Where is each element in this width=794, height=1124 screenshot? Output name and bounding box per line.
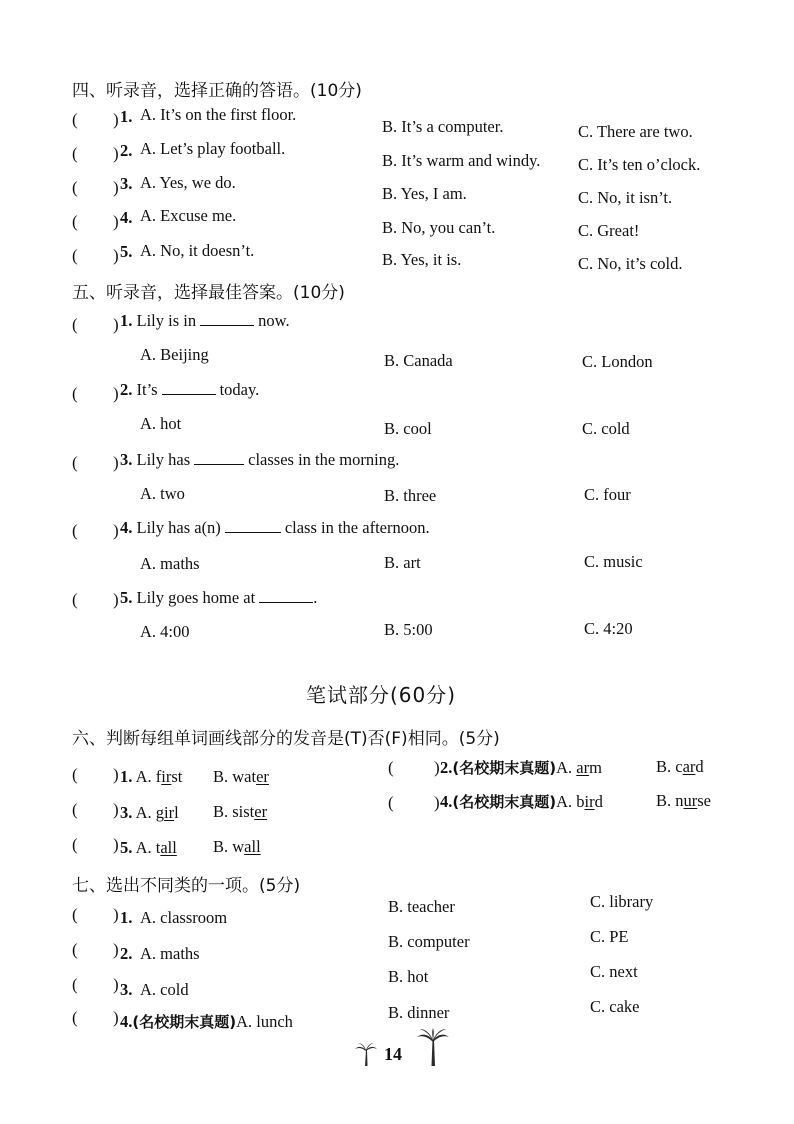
option-a: A. Excuse me. (140, 206, 237, 225)
answer-paren-close: ) (113, 453, 119, 472)
stem-after-blank: class in the afternoon. (284, 518, 430, 537)
word-b (213, 837, 261, 857)
stem-before-blank: It’s (136, 380, 158, 399)
option-b: B. teacher (388, 897, 455, 916)
answer-paren-open: ( (72, 800, 78, 819)
section-5-title: 五、听录音，选择最佳答案。(10分) (72, 283, 345, 303)
question-row (120, 1011, 293, 1032)
word-a (556, 758, 602, 777)
answer-blank (162, 382, 216, 395)
question-stem (120, 380, 259, 400)
answer-paren-open: ( (72, 975, 78, 994)
option-c: C. next (590, 962, 638, 981)
question-number: 1. (120, 107, 133, 126)
answer-paren-open: ( (72, 315, 78, 334)
question-number: 3. (120, 174, 133, 193)
question-number: 5. (120, 588, 133, 607)
stem-before-blank: Lily is in (136, 311, 197, 330)
answer-paren-close: ) (113, 521, 119, 540)
option-b: B. It’s a computer. (382, 117, 504, 136)
answer-paren-open: ( (72, 110, 78, 129)
stem-after-blank: . (313, 588, 318, 607)
stem-before-blank: Lily goes home at (136, 588, 256, 607)
stem-before-blank: Lily has a(n) (136, 518, 221, 537)
question-number: 3. (120, 450, 133, 469)
word-a (136, 838, 177, 857)
option-c: C. No, it isn’t. (578, 188, 673, 207)
option-c: C. Great! (578, 221, 640, 240)
answer-paren-close: ) (113, 178, 119, 197)
answer-paren-open: ( (72, 521, 78, 540)
question-number: 1. (120, 311, 133, 330)
option-a: A. Let’s play football. (140, 139, 286, 158)
question-stem (120, 450, 399, 470)
question-row (440, 757, 602, 778)
underlined-part: er (254, 802, 268, 821)
word-b (656, 757, 704, 777)
answer-blank (200, 313, 254, 326)
underlined-part: all (160, 838, 177, 857)
question-number: 1. (120, 908, 133, 927)
question-number: 2. (120, 380, 133, 399)
question-row (120, 767, 182, 787)
answer-paren-open: ( (72, 453, 78, 472)
option-a: A. classroom (140, 908, 228, 927)
answer-paren-close: ) (113, 144, 119, 163)
word-a-end: l (174, 803, 179, 822)
answer-blank (194, 452, 244, 465)
underlined-part: ar (682, 757, 696, 776)
answer-paren-close: ) (113, 940, 119, 959)
answer-paren-open: ( (72, 765, 78, 784)
question-row (120, 838, 177, 858)
question-stem (120, 588, 317, 608)
option-b: B. 5:00 (384, 620, 433, 639)
section-6-title: 六、判断每组单词画线部分的发音是(T)否(F)相同。(5分) (72, 729, 500, 749)
word-a-start: A. (556, 758, 577, 777)
question-number: 4. (120, 518, 133, 537)
answer-paren-open: ( (72, 590, 78, 609)
word-a-start: A. b (556, 792, 585, 811)
question-number: 3. (120, 803, 133, 822)
answer-paren-close: ) (113, 246, 119, 265)
option-a: A. lunch (236, 1012, 293, 1031)
option-c: C. music (584, 552, 643, 571)
option-a: A. It’s on the first floor. (140, 105, 297, 124)
answer-paren-open: ( (72, 144, 78, 163)
option-b: B. hot (388, 967, 429, 986)
question-row (440, 791, 603, 812)
answer-paren-close: ) (113, 110, 119, 129)
underlined-part: er (256, 767, 269, 786)
option-a: A. maths (140, 944, 200, 963)
option-a: A. maths (140, 554, 200, 573)
answer-paren-close: ) (434, 758, 440, 777)
question-number: 4. (440, 792, 453, 811)
option-a: A. cold (140, 980, 189, 999)
option-c: C. No, it’s cold. (578, 254, 683, 273)
answer-paren-open: ( (72, 905, 78, 924)
word-b (213, 802, 267, 822)
section-4-title: 四、听录音，选择正确的答语。(10分) (72, 81, 362, 101)
option-a: A. Beijing (140, 345, 209, 364)
palm-tree-icon (354, 1040, 378, 1066)
option-a: A. Yes, we do. (140, 173, 236, 192)
answer-paren-open: ( (72, 178, 78, 197)
answer-paren-close: ) (113, 590, 119, 609)
option-b: B. Yes, it is. (382, 250, 462, 269)
option-a: A. two (140, 484, 185, 503)
stem-after-blank: today. (219, 380, 260, 399)
answer-paren-open: ( (72, 835, 78, 854)
word-a (556, 792, 603, 811)
option-b: B. No, you can’t. (382, 218, 496, 237)
question-number: 2. (440, 758, 453, 777)
answer-paren-close: ) (113, 975, 119, 994)
option-c: C. cake (590, 997, 640, 1016)
stem-before-blank: Lily has (136, 450, 191, 469)
underlined-part: ar (576, 758, 590, 777)
option-c: C. 4:20 (584, 619, 633, 638)
exam-tag: (名校期末真题) (452, 793, 557, 811)
option-a: A. hot (140, 414, 182, 433)
option-b: B. Canada (384, 351, 453, 370)
word-a (136, 803, 179, 822)
word-b-start: B. n (656, 791, 684, 810)
option-a: A. 4:00 (140, 622, 190, 641)
word-b-end: d (695, 757, 704, 776)
answer-blank (259, 590, 313, 603)
question-stem (120, 518, 430, 538)
option-b: B. three (384, 486, 437, 505)
word-a-end: st (171, 767, 183, 786)
question-number: 1. (120, 767, 133, 786)
option-c: C. cold (582, 419, 630, 438)
option-c: C. four (584, 485, 631, 504)
option-b: B. dinner (388, 1003, 450, 1022)
underlined-part: ir (584, 792, 595, 811)
word-b-end: se (697, 791, 712, 810)
word-a-start: A. f (135, 767, 162, 786)
word-b-start: B. c (656, 757, 683, 776)
palm-tree-icon (416, 1028, 450, 1066)
option-c: C. PE (590, 927, 629, 946)
option-c: C. London (582, 352, 653, 371)
word-b (656, 791, 711, 811)
answer-paren-close: ) (113, 384, 119, 403)
answer-paren-close: ) (434, 793, 440, 812)
exam-tag: (名校期末真题) (452, 759, 557, 777)
underlined-part: ir (164, 803, 175, 822)
question-number: 5. (120, 838, 133, 857)
underlined-part: all (244, 837, 261, 856)
stem-after-blank: classes in the morning. (248, 450, 400, 469)
option-a: A. No, it doesn’t. (140, 241, 255, 260)
question-stem (120, 311, 290, 331)
word-a-end: d (594, 792, 603, 811)
page-number: 14 (384, 1044, 402, 1064)
word-a-start: A. g (135, 803, 165, 822)
word-b (213, 767, 269, 787)
exam-tag: (名校期末真题) (132, 1013, 237, 1031)
answer-paren-open: ( (388, 758, 394, 777)
section-7-title: 七、选出不同类的一项。(5分) (72, 876, 301, 896)
answer-paren-close: ) (113, 800, 119, 819)
question-number: 3. (120, 980, 133, 999)
question-number: 4. (120, 208, 133, 227)
question-row (120, 803, 179, 823)
answer-paren-close: ) (113, 765, 119, 784)
question-number: 2. (120, 944, 133, 963)
option-b: B. It’s warm and windy. (382, 151, 541, 170)
option-c: C. It’s ten o’clock. (578, 155, 701, 174)
answer-paren-open: ( (72, 940, 78, 959)
option-b: B. computer (388, 932, 470, 951)
stem-after-blank: now. (258, 311, 290, 330)
option-b: B. art (384, 553, 421, 572)
question-number: 2. (120, 141, 133, 160)
answer-paren-close: ) (113, 315, 119, 334)
answer-paren-close: ) (113, 212, 119, 231)
answer-paren-open: ( (72, 212, 78, 231)
word-a (136, 767, 183, 786)
question-number: 4. (120, 1012, 133, 1031)
word-a-start: A. t (135, 838, 161, 857)
word-b-start: B. sist (213, 802, 255, 821)
word-a-end: m (589, 758, 602, 777)
answer-paren-close: ) (113, 905, 119, 924)
answer-paren-open: ( (72, 384, 78, 403)
question-number: 5. (120, 242, 133, 261)
option-c: C. There are two. (578, 122, 693, 141)
underlined-part: ir (161, 767, 172, 786)
option-b: B. cool (384, 419, 432, 438)
underlined-part: ur (683, 791, 698, 810)
word-b-start: B. wat (213, 767, 257, 786)
word-b-start: B. w (213, 837, 245, 856)
answer-paren-open: ( (72, 1008, 78, 1027)
answer-paren-close: ) (113, 835, 119, 854)
answer-paren-open: ( (72, 246, 78, 265)
answer-paren-close: ) (113, 1008, 119, 1027)
answer-blank (225, 520, 281, 533)
option-b: B. Yes, I am. (382, 184, 467, 203)
written-part-title: 笔试部分(60分) (306, 683, 457, 707)
option-c: C. library (590, 892, 654, 911)
answer-paren-open: ( (388, 793, 394, 812)
